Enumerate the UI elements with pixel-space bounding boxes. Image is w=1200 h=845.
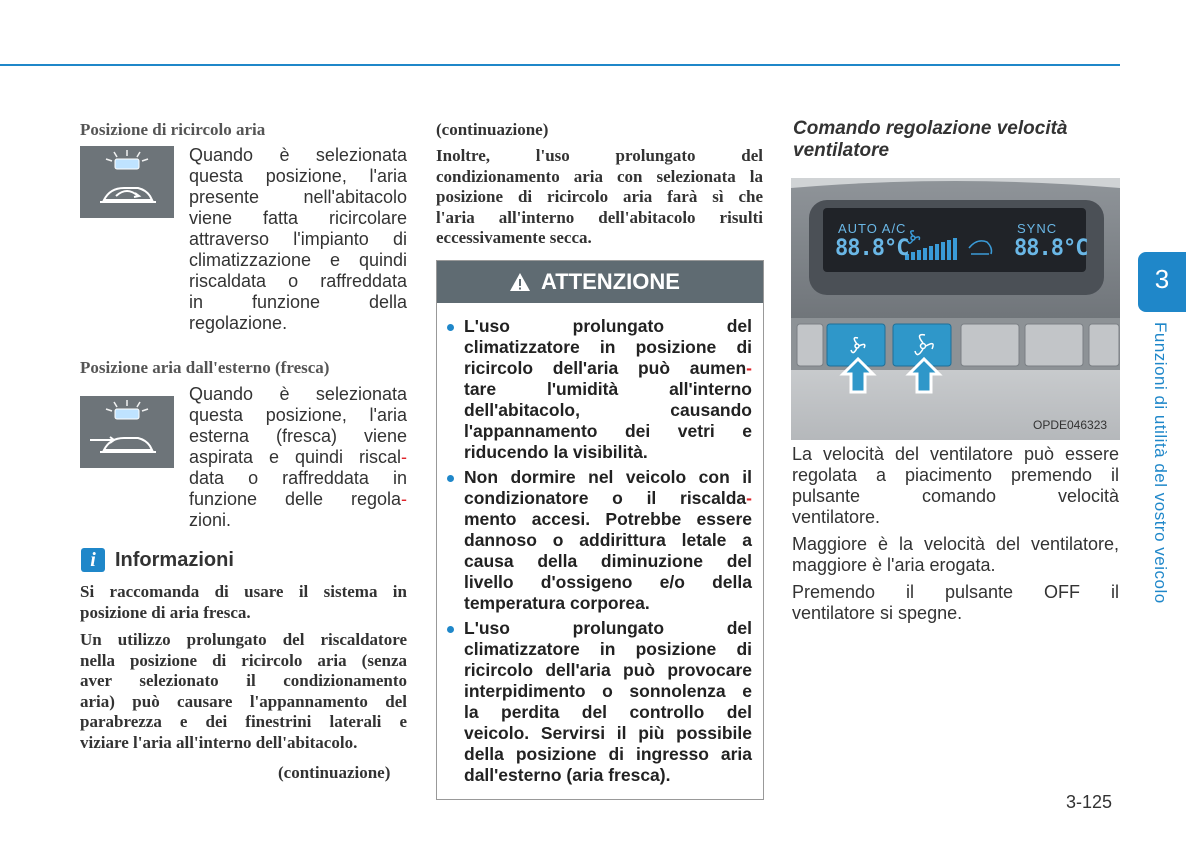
section-heading-recirculation: Posizione di ricircolo aria (80, 120, 266, 139)
top-rule (0, 64, 1120, 66)
fresh-air-mode-icon (80, 396, 174, 468)
chapter-title: Funzioni di utilità del vostro veicolo (1151, 322, 1170, 604)
warning-bullet-2: Non dormire nel veicolo con il condizionatore o il riscalda- mento accesi. Potrebbe essere dannoso o addirittura letale a causa della diminuzione del livello d'ossigeno e/o della temperatura corporea. (464, 467, 752, 613)
page-number: 3-125 (1066, 792, 1113, 812)
warning-bullet-3: L'uso prolungato del climatizzatore in posizione di ricircolo dell'aria può provocare interpidimento o sonnolenza e la perdita del controllo del veicolo. Servirsi il più possibile della posizione di ingresso aria dall'esterno (aria fresca). (464, 618, 752, 785)
fan-control-figure (791, 178, 1120, 440)
display-left-temperature: 88.8°C (835, 236, 909, 261)
fan-speed-heading: Comando regolazione velocità ventilatore (793, 118, 1068, 161)
info-paragraph-1: Si raccomanda di usare il sistema in posizione di aria fresca. (80, 582, 407, 622)
warning-header (437, 261, 763, 303)
bullet-icon (447, 626, 454, 633)
warning-triangle-icon (509, 272, 531, 292)
display-label-auto-ac: AUTO A/C (838, 221, 907, 236)
display-right-temperature: 88.8°C (1014, 236, 1088, 261)
fan-paragraph-3: Premendo il pulsante OFF il ventilatore si spegne. (792, 582, 1119, 623)
fresh-air-description: Quando è selezionata questa posizione, l'aria esterna (fresca) viene aspirata e quindi riscal- data o raffreddata in funzione delle regola- zioni. (189, 384, 407, 530)
fan-paragraph-1: La velocità del ventilatore può essere regolata a piacimento premendo il pulsante comando velocità ventilatore. (792, 444, 1119, 527)
section-heading-fresh-air: Posizione aria dall'esterno (fresca) (80, 358, 330, 377)
fan-paragraph-2: Maggiore è la velocità del ventilatore, maggiore è l'aria erogata. (792, 534, 1119, 575)
chapter-number: 3 (1154, 264, 1170, 294)
recirculation-mode-icon (80, 146, 174, 218)
continued-label-col1: (continuazione) (278, 763, 391, 782)
display-label-sync: SYNC (1017, 221, 1058, 236)
bullet-icon (447, 475, 454, 482)
warning-title: ATTENZIONE (541, 269, 680, 294)
warning-bullet-1: L'uso prolungato del climatizzatore in posizione di ricircolo dell'aria può aumen- tare l'umidità all'interno dell'abitacolo, causando l'appannamento dei vetri e riducendo la visibilità. (464, 316, 752, 462)
info-title: Informazioni (115, 549, 234, 571)
chapter-tab (1138, 252, 1186, 312)
warning-box (436, 260, 764, 800)
figure-code: OPDE046323 (1033, 418, 1108, 432)
info-paragraph-2: Un utilizzo prolungato del riscaldatore nella posizione di ricircolo aria (senza aver selezionato il condizionamento aria) può causare l'appannamento del parabrezza e dei finestrini laterali e viziare l'aria all'interno dell'abitacolo. (80, 630, 407, 752)
dry-air-paragraph: Inoltre, l'uso prolungato del condizionamento aria con selezionata la posizione di ricircolo aria farà sì che l'aria all'interno dell'abitacolo risulti eccessivamente secca. (436, 146, 763, 247)
info-icon: i (81, 548, 105, 572)
continued-label-col2: (continuazione) (436, 120, 549, 139)
recirculation-description: Quando è selezionata questa posizione, l'aria presente nell'abitacolo viene fatta ricircolare attraverso l'impianto di climatizzazione e quindi riscaldata o raffreddata in funzione della regolazione. (189, 145, 407, 333)
bullet-icon (447, 324, 454, 331)
